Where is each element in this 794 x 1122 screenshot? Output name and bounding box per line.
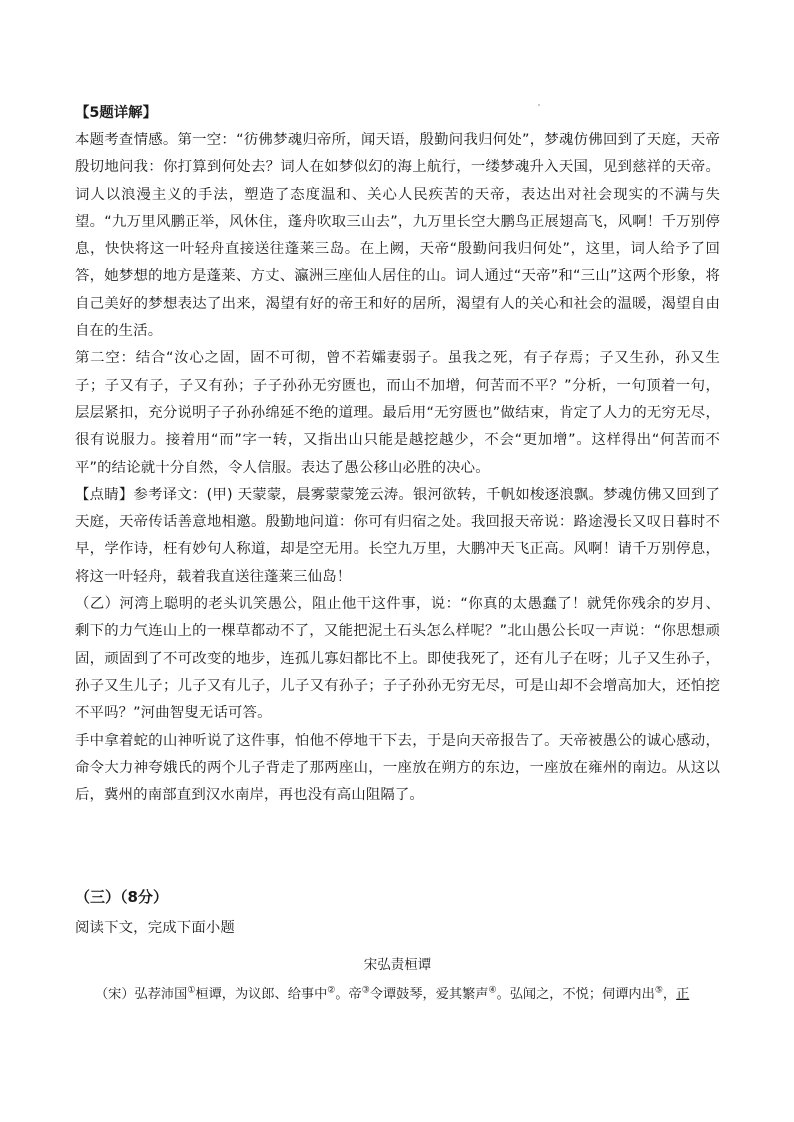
paragraph-translation-end: 手中拿着蛇的山神听说了这件事，怕他不停地干下去，于是向天帝报告了。天帝被愚公的诚心感动，命令大力神夸娥氏的两个儿子背走了那两座山，一座放在朔方的东边，一座放在雍州的南边。从这以后，冀州的南部直到汉水南岸，再也没有高山阻隔了。: [75, 732, 720, 804]
passage-title: 宋弘责桓谭: [363, 957, 432, 974]
footnote-marker: ②: [327, 985, 336, 996]
paragraph-translation-jia: 【点睛】参考译文：(甲) 天蒙蒙，晨雾蒙蒙笼云涛。银河欲转，千帆如梭逐浪飘。梦魂仿佛又回到了天庭，天帝传话善意地相邀。殷勤地问道：你可有归宿之处。我回报天帝说：路途漫长又叹日暮时不早，学作诗，枉有妙句人称道，却是空无用。长空九万里，大鹏冲天飞正高。风啊！请千万别停息，将这一叶轻舟，载着我直送往蓬莱三仙岛！: [75, 486, 720, 585]
paragraph-first-blank: 本题考查情感。第一空：“彷佛梦魂归帝所，闻天语，殷勤问我归何处”，梦魂仿佛回到了天庭，天帝殷切地问我：你打算到何处去？词人在如梦似幻的海上航行，一缕梦魂升入天国，见到慈祥的天帝。词人以浪漫主义的手法，塑造了态度温和、关心人民疾苦的天帝，表达出对社会现实的不满与失望。“九万里风鹏正举，风休住，蓬舟吹取三山去”，九万里长空大鹏鸟正展翅高飞，风啊！千万别停息，快快将这一叶轻舟直接送往蓬莱三岛。在上阙，天帝“殷勤问我归何处”，这里，词人给予了回答，她梦想的地方是蓬莱、方丈、瀛洲三座仙人居住的山。词人通过“天帝”和“三山”这两个形象，将自己美好的梦想表达了出来，渴望有好的帝王和好的居所，渴望有人的关心和社会的温暖，渴望自由自在的生活。: [75, 132, 720, 340]
underlined-text: 正: [676, 987, 690, 1003]
passage-text: 桓谭，为议郎、给事中: [195, 987, 328, 1003]
reading-instruction: 阅读下文，完成下面小题: [75, 920, 235, 936]
passage-text: 令谭鼓琴，爱其繁声: [369, 987, 489, 1003]
passage-text: ，: [662, 987, 677, 1003]
question-5-heading: 【5题详解】: [75, 105, 157, 121]
footnote-marker: ⑤: [654, 985, 663, 996]
footnote-marker: ④: [488, 985, 497, 996]
section-three: [75, 883, 720, 1008]
passage-text: （宋）弘荐沛国: [95, 987, 188, 1003]
answer-explanation: [75, 100, 720, 809]
footnote-marker: ③: [361, 985, 370, 996]
section-title: （三）（8分）: [75, 888, 168, 906]
paragraph-translation-yi: （乙）河湾上聪明的老头讥笑愚公，阻止他干这件事，说：“你真的太愚蠢了！就凭你残余的岁月、剩下的力气连山上的一棵草都动不了，又能把泥土石头怎么样呢？”北山愚公长叹一声说：“你思想顽固，顽固到了不可改变的地步，连孤儿寡妇都比不上。即使我死了，还有儿子在呀；儿子又生孙子，孙子又生儿子；儿子又有儿子，儿子又有孙子；子子孙孙无穷无尽，可是山却不会增高加大，还怕挖不平吗？”河曲智叟无话可答。: [75, 596, 720, 722]
passage-text: 。帝: [335, 987, 362, 1003]
passage-first-line: [75, 982, 720, 1008]
passage-text: 。弘闻之，不悦；伺谭内出: [496, 987, 655, 1003]
footnote-marker: ①: [187, 985, 196, 996]
paragraph-second-blank: 第二空：结合“汝心之固，固不可彻，曾不若孀妻弱子。虽我之死，有子存焉；子又生孙，孙又生子；子又有子，子又有孙；子子孙孙无穷匮也，而山不加增，何苦而不平？”分析，一句顶着一句，层层紧扣，充分说明子子孙孙绵延不绝的道理。最后用“无穷匮也”做结束，肯定了人力的无穷无尽，很有说服力。接着用“而”字一转，又指出山只能是越挖越少，不会“更加增”。这样得出“何苦而不平”的结论就十分自然，令人信服。表达了愚公移山必胜的决心。: [75, 350, 720, 476]
